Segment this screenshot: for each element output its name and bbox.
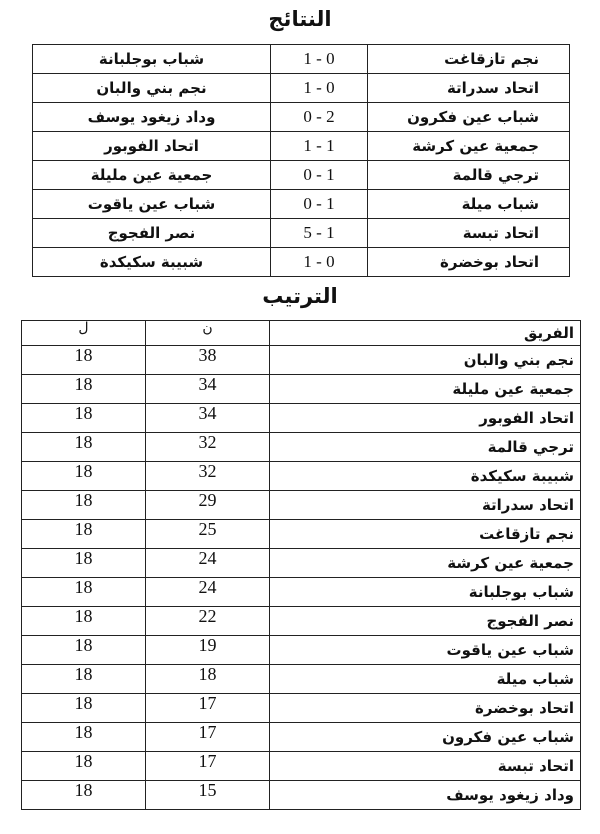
points-count: 22	[146, 607, 270, 636]
played-count: 18	[22, 636, 146, 665]
standings-row	[22, 346, 581, 375]
standings-row	[22, 752, 581, 781]
match-score: 1 - 0	[271, 248, 368, 277]
points-count: 18	[146, 665, 270, 694]
played-count: 18	[22, 752, 146, 781]
played-count: 18	[22, 346, 146, 375]
result-row	[33, 132, 570, 161]
match-score: 1 - 1	[271, 132, 368, 161]
team-name: اتحاد الفوبور	[270, 404, 581, 433]
team-name: نصر الفجوج	[270, 607, 581, 636]
standings-row	[22, 578, 581, 607]
points-count: 32	[146, 433, 270, 462]
result-row	[33, 45, 570, 74]
points-count: 34	[146, 375, 270, 404]
result-row	[33, 248, 570, 277]
header-points: ن	[146, 321, 270, 346]
home-team: ترجي قالمة	[368, 161, 570, 190]
team-name: شبيبة سكيكدة	[270, 462, 581, 491]
points-count: 25	[146, 520, 270, 549]
standings-row	[22, 549, 581, 578]
home-team: اتحاد سدراتة	[368, 74, 570, 103]
result-row	[33, 190, 570, 219]
played-count: 18	[22, 549, 146, 578]
played-count: 18	[22, 781, 146, 810]
team-name: اتحاد بوخضرة	[270, 694, 581, 723]
standings-title: الترتيب	[262, 284, 338, 308]
standings-body	[22, 321, 581, 810]
standings-row	[22, 665, 581, 694]
played-count: 18	[22, 375, 146, 404]
away-team: شباب عين ياقوت	[33, 190, 271, 219]
points-count: 29	[146, 491, 270, 520]
played-count: 18	[22, 723, 146, 752]
team-name: اتحاد سدراتة	[270, 491, 581, 520]
match-score: 0 - 1	[271, 190, 368, 219]
played-count: 18	[22, 607, 146, 636]
standings-row	[22, 694, 581, 723]
team-name: جمعية عين مليلة	[270, 375, 581, 404]
played-count: 18	[22, 694, 146, 723]
team-name: نجم تازقاغت	[270, 520, 581, 549]
results-title: النتائج	[268, 7, 332, 31]
team-name: شباب عين ياقوت	[270, 636, 581, 665]
home-team: اتحاد تبسة	[368, 219, 570, 248]
standings-row	[22, 723, 581, 752]
standings-row	[22, 520, 581, 549]
points-count: 34	[146, 404, 270, 433]
standings-row	[22, 607, 581, 636]
match-score: 1 - 0	[271, 45, 368, 74]
home-team: شباب ميلة	[368, 190, 570, 219]
points-count: 24	[146, 549, 270, 578]
match-score: 1 - 0	[271, 74, 368, 103]
away-team: شباب بوجلبانة	[33, 45, 271, 74]
points-count: 38	[146, 346, 270, 375]
home-team: اتحاد بوخضرة	[368, 248, 570, 277]
points-count: 24	[146, 578, 270, 607]
away-team: وداد زيغود يوسف	[33, 103, 271, 132]
team-name: نجم بني والبان	[270, 346, 581, 375]
results-body	[33, 45, 570, 277]
team-name: جمعية عين كرشة	[270, 549, 581, 578]
match-score: 0 - 1	[271, 161, 368, 190]
team-name: شباب عين فكرون	[270, 723, 581, 752]
played-count: 18	[22, 520, 146, 549]
result-row	[33, 74, 570, 103]
home-team: جمعية عين كرشة	[368, 132, 570, 161]
result-row	[33, 161, 570, 190]
header-team: الفريق	[270, 321, 581, 346]
result-row	[33, 103, 570, 132]
results-table	[32, 44, 570, 277]
match-score: 5 - 1	[271, 219, 368, 248]
played-count: 18	[22, 433, 146, 462]
points-count: 32	[146, 462, 270, 491]
standings-row	[22, 433, 581, 462]
header-played: ل	[22, 321, 146, 346]
away-team: نجم بني والبان	[33, 74, 271, 103]
points-count: 19	[146, 636, 270, 665]
points-count: 17	[146, 694, 270, 723]
standings-row	[22, 491, 581, 520]
team-name: شباب بوجلبانة	[270, 578, 581, 607]
standings-row	[22, 781, 581, 810]
away-team: جمعية عين مليلة	[33, 161, 271, 190]
standings-row	[22, 404, 581, 433]
home-team: شباب عين فكرون	[368, 103, 570, 132]
played-count: 18	[22, 665, 146, 694]
points-count: 17	[146, 723, 270, 752]
standings-table	[21, 320, 581, 810]
team-name: شباب ميلة	[270, 665, 581, 694]
standings-row	[22, 375, 581, 404]
played-count: 18	[22, 462, 146, 491]
played-count: 18	[22, 578, 146, 607]
played-count: 18	[22, 491, 146, 520]
standings-row	[22, 462, 581, 491]
away-team: نصر الفجوج	[33, 219, 271, 248]
team-name: وداد زيغود يوسف	[270, 781, 581, 810]
result-row	[33, 219, 570, 248]
away-team: اتحاد الفوبور	[33, 132, 271, 161]
standings-row	[22, 636, 581, 665]
points-count: 15	[146, 781, 270, 810]
points-count: 17	[146, 752, 270, 781]
team-name: ترجي قالمة	[270, 433, 581, 462]
team-name: اتحاد تبسة	[270, 752, 581, 781]
played-count: 18	[22, 404, 146, 433]
standings-header-row	[22, 321, 581, 346]
match-score: 0 - 2	[271, 103, 368, 132]
home-team: نجم تازقاغت	[368, 45, 570, 74]
away-team: شبيبة سكيكدة	[33, 248, 271, 277]
